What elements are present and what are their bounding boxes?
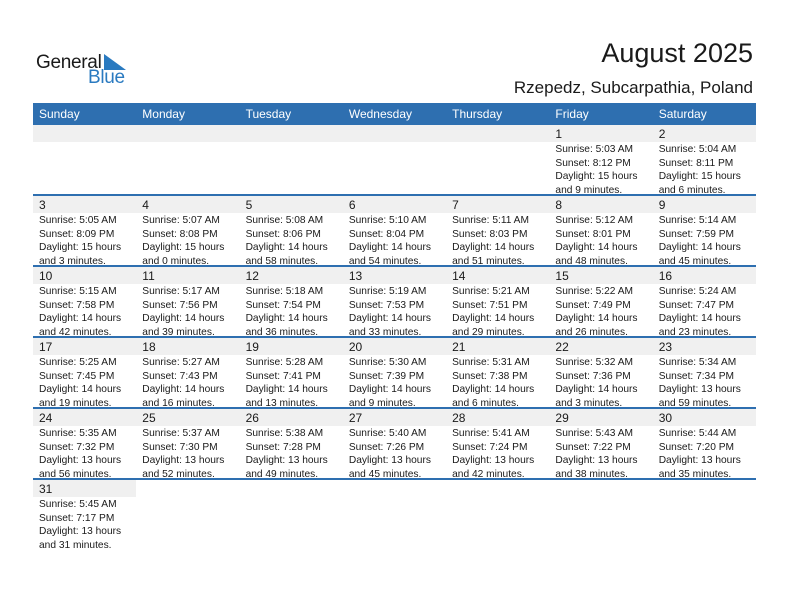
sunset-text: Sunset: 7:43 PM [142,370,218,382]
weekday-header-thursday: Thursday [452,107,503,121]
sunset-text: Sunset: 7:26 PM [348,441,425,453]
day-number [446,125,549,142]
day-info [343,426,446,481]
day-info [240,213,343,268]
sunrise-text: Sunrise: 5:18 AM [245,286,324,297]
day-number: 21 [446,338,549,355]
day-cell [343,196,446,265]
daylight-text: Daylight: 13 hours [555,455,638,466]
day-info [343,355,446,410]
sunset-text: Sunset: 7:36 PM [555,370,631,382]
daylight-text: Daylight: 14 hours [452,313,535,324]
day-cell [33,409,136,478]
sunrise-text: Sunrise: 5:07 AM [142,215,220,226]
daylight-text: Daylight: 13 hours [658,455,741,466]
logo-text-blue: Blue [88,67,125,88]
day-info [240,355,343,410]
day-info [653,213,756,268]
sunrise-text: Sunrise: 5:24 AM [658,286,737,297]
week-row [33,196,756,267]
daylight-text: Daylight: 15 hours [555,171,638,182]
day-info [653,284,756,339]
day-info [549,142,652,197]
day-number: 3 [33,196,136,213]
minutes-text: and 42 minutes. [452,468,525,480]
minutes-text: and 58 minutes. [245,255,319,267]
day-number: 1 [549,125,652,142]
day-cell [240,125,343,194]
minutes-text: and 3 minutes. [555,397,623,409]
sunset-text: Sunset: 7:56 PM [142,299,218,311]
week-row [33,480,756,551]
minutes-text: and 59 minutes. [658,397,732,409]
day-number: 22 [549,338,652,355]
day-info [33,497,136,552]
day-number [343,125,446,142]
daylight-text: Daylight: 14 hours [452,384,535,395]
day-cell [33,196,136,265]
location-subtitle: Rzepedz, Subcarpathia, Poland [513,78,753,97]
day-info [33,213,136,268]
day-info [446,426,549,481]
day-number: 31 [33,480,136,497]
minutes-text: and 23 minutes. [658,326,732,338]
daylight-text: Daylight: 13 hours [245,455,328,466]
day-number: 8 [549,196,652,213]
sunrise-text: Sunrise: 5:19 AM [348,286,427,297]
day-number: 11 [136,267,239,284]
day-info [240,284,343,339]
day-info [653,355,756,410]
minutes-text: and 38 minutes. [555,468,628,480]
day-cell [446,267,549,336]
minutes-text: and 6 minutes. [452,397,519,409]
sunset-text: Sunset: 7:45 PM [39,370,115,382]
day-number: 4 [136,196,239,213]
sunrise-text: Sunrise: 5:25 AM [39,357,117,368]
minutes-text: and 48 minutes. [555,255,628,267]
minutes-text: and 54 minutes. [348,255,422,267]
day-info [33,284,136,339]
sunrise-text: Sunrise: 5:40 AM [348,428,427,439]
day-info [446,142,549,143]
sunrise-text: Sunrise: 5:34 AM [658,357,737,368]
sunset-text: Sunset: 7:47 PM [658,299,735,311]
sunrise-text: Sunrise: 5:27 AM [142,357,220,368]
minutes-text: and 45 minutes. [348,468,422,480]
minutes-text: and 6 minutes. [658,184,726,196]
weekday-header-friday: Friday [555,107,589,121]
day-cell [343,267,446,336]
minutes-text: and 52 minutes. [142,468,215,480]
day-number [33,125,136,142]
day-number: 14 [446,267,549,284]
sunset-text: Sunset: 8:06 PM [245,228,321,240]
sunrise-text: Sunrise: 5:41 AM [452,428,530,439]
day-cell [136,196,239,265]
sunrise-text: Sunrise: 5:37 AM [142,428,220,439]
sunrise-text: Sunrise: 5:45 AM [39,499,117,510]
sunset-text: Sunset: 7:58 PM [39,299,115,311]
day-info [549,426,652,481]
daylight-text: Daylight: 14 hours [452,242,535,253]
day-info [33,426,136,481]
sunset-text: Sunset: 7:38 PM [452,370,528,382]
day-number: 2 [653,125,756,142]
daylight-text: Daylight: 15 hours [39,242,122,253]
day-cell [136,125,239,194]
day-info [446,213,549,268]
sunset-text: Sunset: 8:04 PM [348,228,425,240]
day-number: 25 [136,409,239,426]
day-info [136,426,239,481]
logo [36,52,136,88]
weekday-header-saturday: Saturday [658,107,707,121]
day-info [549,355,652,410]
day-info [343,284,446,339]
daylight-text: Daylight: 14 hours [245,313,328,324]
week-row [33,338,756,409]
sunset-text: Sunset: 7:53 PM [348,299,425,311]
day-number: 24 [33,409,136,426]
day-number: 17 [33,338,136,355]
daylight-text: Daylight: 14 hours [348,242,431,253]
weekday-header-sunday: Sunday [39,107,80,121]
day-number: 30 [653,409,756,426]
daylight-text: Daylight: 14 hours [348,384,431,395]
minutes-text: and 51 minutes. [452,255,525,267]
minutes-text: and 26 minutes. [555,326,628,338]
minutes-text: and 49 minutes. [245,468,319,480]
minutes-text: and 9 minutes. [348,397,416,409]
sunset-text: Sunset: 7:39 PM [348,370,425,382]
day-info [33,142,136,143]
daylight-text: Daylight: 13 hours [142,455,225,466]
sunset-text: Sunset: 7:20 PM [658,441,735,453]
sunset-text: Sunset: 8:01 PM [555,228,631,240]
day-cell [343,409,446,478]
day-cell [240,196,343,265]
minutes-text: and 39 minutes. [142,326,215,338]
weekday-header-wednesday: Wednesday [348,107,412,121]
daylight-text: Daylight: 14 hours [39,384,122,395]
day-number [136,125,239,142]
day-cell [549,409,652,478]
day-info [136,284,239,339]
day-number: 13 [343,267,446,284]
sunrise-text: Sunrise: 5:21 AM [452,286,530,297]
minutes-text: and 56 minutes. [39,468,112,480]
day-cell [653,338,756,407]
week-row [33,409,756,480]
day-number [240,125,343,142]
sunset-text: Sunset: 7:32 PM [39,441,115,453]
sunrise-text: Sunrise: 5:04 AM [658,144,737,155]
sunset-text: Sunset: 8:08 PM [142,228,218,240]
day-cell [240,338,343,407]
sunset-text: Sunset: 7:30 PM [142,441,218,453]
daylight-text: Daylight: 13 hours [348,455,431,466]
minutes-text: and 13 minutes. [245,397,319,409]
minutes-text: and 0 minutes. [142,255,210,267]
day-info [653,426,756,481]
day-cell [33,267,136,336]
day-info [136,213,239,268]
sunrise-text: Sunrise: 5:10 AM [348,215,427,226]
daylight-text: Daylight: 14 hours [555,242,638,253]
sunset-text: Sunset: 7:28 PM [245,441,321,453]
day-cell [446,125,549,194]
day-cell [446,338,549,407]
calendar-grid [33,103,756,551]
weekday-header-row [33,103,756,125]
sunset-text: Sunset: 7:34 PM [658,370,735,382]
sunrise-text: Sunrise: 5:31 AM [452,357,530,368]
day-info [549,213,652,268]
day-cell [33,480,136,551]
week-row [33,267,756,338]
day-number: 26 [240,409,343,426]
sunset-text: Sunset: 7:17 PM [39,512,115,524]
day-cell [136,338,239,407]
daylight-text: Daylight: 15 hours [142,242,225,253]
day-number: 12 [240,267,343,284]
sunset-text: Sunset: 7:54 PM [245,299,321,311]
day-number: 20 [343,338,446,355]
day-info [343,213,446,268]
sunrise-text: Sunrise: 5:30 AM [348,357,427,368]
day-cell [549,196,652,265]
day-cell [33,338,136,407]
sunset-text: Sunset: 8:03 PM [452,228,528,240]
day-cell [136,267,239,336]
day-info [653,142,756,197]
sunrise-text: Sunrise: 5:22 AM [555,286,633,297]
minutes-text: and 45 minutes. [658,255,732,267]
sunrise-text: Sunrise: 5:17 AM [142,286,220,297]
day-number: 15 [549,267,652,284]
day-cell [549,125,652,194]
sunrise-text: Sunrise: 5:35 AM [39,428,117,439]
daylight-text: Daylight: 14 hours [555,384,638,395]
sunset-text: Sunset: 7:41 PM [245,370,321,382]
day-number: 10 [33,267,136,284]
minutes-text: and 36 minutes. [245,326,319,338]
sunrise-text: Sunrise: 5:08 AM [245,215,324,226]
sunset-text: Sunset: 7:51 PM [452,299,528,311]
day-cell [240,409,343,478]
daylight-text: Daylight: 14 hours [245,242,328,253]
day-cell [446,409,549,478]
minutes-text: and 33 minutes. [348,326,422,338]
day-number: 16 [653,267,756,284]
day-cell [653,125,756,194]
sunrise-text: Sunrise: 5:11 AM [452,215,529,226]
day-number: 9 [653,196,756,213]
day-info [549,284,652,339]
sunrise-text: Sunrise: 5:38 AM [245,428,324,439]
weekday-header-tuesday: Tuesday [245,107,292,121]
page-title: August 2025 [601,38,753,68]
sunset-text: Sunset: 7:49 PM [555,299,631,311]
day-cell [33,125,136,194]
day-number: 27 [343,409,446,426]
sunset-text: Sunset: 8:12 PM [555,157,631,169]
day-cell [343,338,446,407]
day-cell [549,267,652,336]
sunrise-text: Sunrise: 5:15 AM [39,286,117,297]
day-info [240,426,343,481]
sunrise-text: Sunrise: 5:43 AM [555,428,633,439]
day-info [240,142,343,143]
day-cell [653,409,756,478]
day-info [446,284,549,339]
day-number: 6 [343,196,446,213]
sunset-text: Sunset: 8:09 PM [39,228,115,240]
minutes-text: and 29 minutes. [452,326,525,338]
day-info [33,355,136,410]
day-cell [240,267,343,336]
minutes-text: and 3 minutes. [39,255,106,267]
daylight-text: Daylight: 14 hours [245,384,328,395]
day-cell [653,196,756,265]
sunrise-text: Sunrise: 5:44 AM [658,428,737,439]
day-number: 5 [240,196,343,213]
daylight-text: Daylight: 13 hours [658,384,741,395]
day-cell [446,196,549,265]
daylight-text: Daylight: 15 hours [658,171,741,182]
daylight-text: Daylight: 14 hours [348,313,431,324]
minutes-text: and 16 minutes. [142,397,215,409]
logo-text-general: General [36,52,102,73]
daylight-text: Daylight: 14 hours [142,313,225,324]
day-info [343,142,446,143]
daylight-text: Daylight: 14 hours [39,313,122,324]
day-number: 7 [446,196,549,213]
day-cell [549,338,652,407]
day-info [446,355,549,410]
day-number: 28 [446,409,549,426]
day-cell [136,409,239,478]
sunrise-text: Sunrise: 5:32 AM [555,357,633,368]
day-cell [343,125,446,194]
sunset-text: Sunset: 7:22 PM [555,441,631,453]
sunset-text: Sunset: 7:59 PM [658,228,735,240]
weekday-header-monday: Monday [142,107,185,121]
sunset-text: Sunset: 7:24 PM [452,441,528,453]
week-row [33,125,756,196]
daylight-text: Daylight: 14 hours [555,313,638,324]
sunrise-text: Sunrise: 5:14 AM [658,215,737,226]
minutes-text: and 35 minutes. [658,468,732,480]
sunrise-text: Sunrise: 5:05 AM [39,215,117,226]
day-cell [653,267,756,336]
minutes-text: and 31 minutes. [39,539,112,551]
sunrise-text: Sunrise: 5:12 AM [555,215,633,226]
minutes-text: and 9 minutes. [555,184,623,196]
day-number: 19 [240,338,343,355]
day-info [136,355,239,410]
daylight-text: Daylight: 14 hours [658,313,741,324]
daylight-text: Daylight: 13 hours [39,455,122,466]
sunrise-text: Sunrise: 5:28 AM [245,357,324,368]
sunrise-text: Sunrise: 5:03 AM [555,144,633,155]
day-number: 18 [136,338,239,355]
day-number: 23 [653,338,756,355]
daylight-text: Daylight: 13 hours [39,526,122,537]
daylight-text: Daylight: 14 hours [658,242,741,253]
day-number: 29 [549,409,652,426]
daylight-text: Daylight: 13 hours [452,455,535,466]
day-info [136,142,239,143]
sunset-text: Sunset: 8:11 PM [658,157,734,169]
minutes-text: and 19 minutes. [39,397,112,409]
daylight-text: Daylight: 14 hours [142,384,225,395]
minutes-text: and 42 minutes. [39,326,112,338]
calendar-weeks [33,125,756,551]
